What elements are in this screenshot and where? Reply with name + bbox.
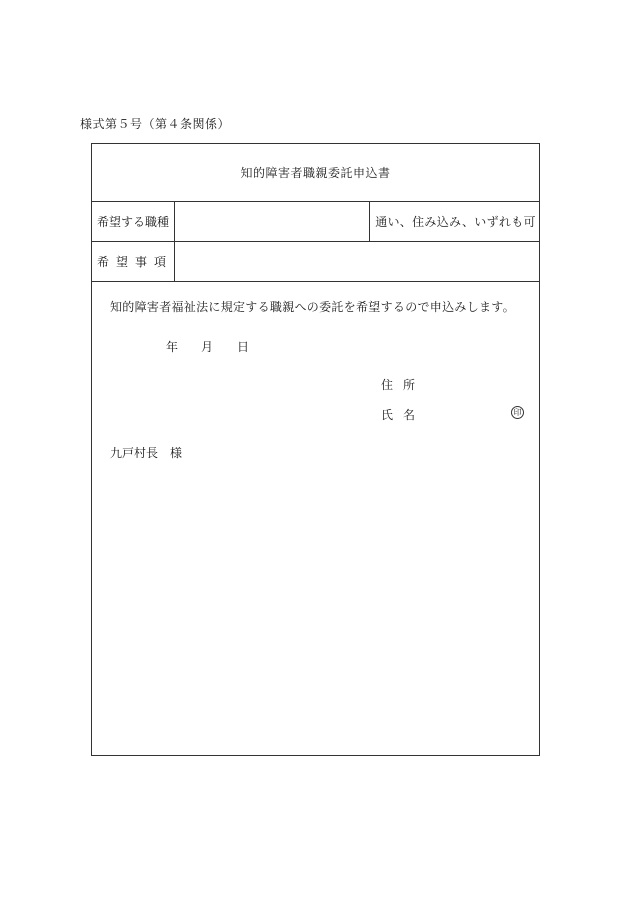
desired-matters-label: 希望事項 [92, 242, 175, 281]
form-number: 様式第５号（第４条関係） [80, 117, 231, 131]
desired-matters-row [92, 242, 539, 282]
seal-icon: 印 [511, 406, 524, 419]
desired-occupation-row [92, 202, 539, 242]
form-title: 知的障害者職親委託申込書 [92, 144, 539, 202]
address-label: 住所 [381, 378, 426, 392]
commute-option-text: 通い、住み込み、いずれも可 [375, 215, 536, 229]
desired-occupation-label: 希望する職種 [92, 202, 175, 241]
desired-matters-field[interactable] [175, 242, 541, 281]
name-label: 氏名 [381, 408, 426, 422]
date-year-label: 年 [166, 340, 179, 354]
date-day-label: 日 [237, 340, 250, 354]
date-month-label: 月 [201, 340, 214, 354]
addressee: 九戸村長 様 [110, 446, 183, 460]
desired-occupation-field[interactable] [175, 202, 370, 241]
application-statement: 知的障害者福祉法に規定する職親への委託を希望するので申込みします。 [110, 300, 515, 314]
